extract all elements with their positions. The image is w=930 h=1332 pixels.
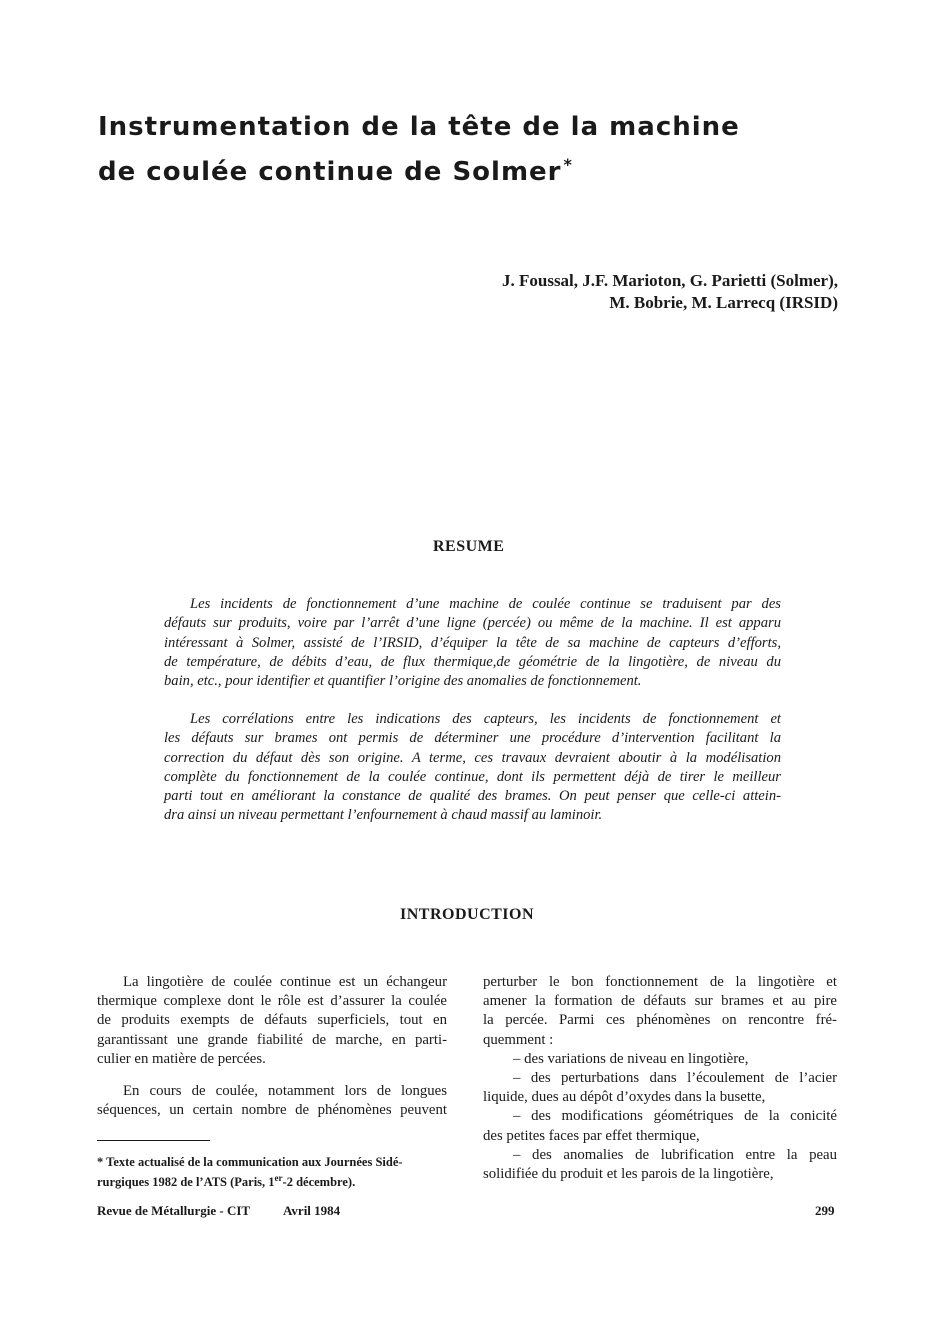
title-line-2	[98, 146, 818, 191]
body-line: En cours de coulée, notamment lors de longues	[123, 1083, 447, 1100]
title-footnote-mark: *	[563, 155, 573, 174]
abstract-line: Les corrélations entre les indications des capteurs, les incidents de fonctionnement et	[190, 711, 781, 727]
abstract-line: complète du fonctionnement de la coulée continue, dont ils permettent déjà de tirer le meilleur	[164, 768, 781, 785]
abstract-paragraph-2	[164, 710, 781, 826]
abstract-line: dra ainsi un niveau permettant l’enfournement à chaud massif au laminoir.	[164, 807, 603, 824]
abstract-line: de température, de débits d’eau, de flux thermique,de géométrie de la lingotière, de niveau du	[164, 653, 781, 670]
resume-heading: RESUME	[433, 538, 505, 555]
abstract-line: les défauts sur brames ont permis de déterminer une procédure d’intervention facilitant la	[164, 730, 781, 747]
body-line: amener la formation de défauts sur brames et au pire	[483, 993, 837, 1010]
abstract-paragraph-1	[164, 595, 781, 691]
introduction-heading: INTRODUCTION	[400, 906, 535, 923]
body-line: culier en matière de percées.	[97, 1050, 266, 1067]
abstract-line: intéressant à Solmer, assisté de l’IRSID, d’équiper la tête de sa machine de capteurs d’efforts,	[164, 634, 781, 651]
abstract-line: bain, etc., pour identifier et quantifier l’origine des anomalies de fonctionnement.	[164, 673, 642, 690]
body-line: perturber le bon fonctionnement de la lingotière et	[483, 974, 837, 990]
abstract-line: défauts sur produits, voire par l’arrêt d’une ligne (percée) ou même de la machine. Il est apparu	[164, 615, 781, 632]
list-item: – des modifications géométriques de la conicité	[513, 1108, 837, 1125]
body-line: de produits exempts de défauts superficiels, tout en	[97, 1012, 447, 1029]
footnote-separator	[97, 1140, 210, 1141]
body-line: la percée. Parmi ces phénomènes on rencontre fré-	[483, 1012, 837, 1029]
body-line: quemment :	[483, 1031, 554, 1048]
footnote-superscript: er	[274, 1173, 283, 1183]
list-item: – des perturbations dans l’écoulement de l’acier	[513, 1070, 837, 1087]
title-line-2-text: de coulée continue de Solmer	[98, 157, 562, 187]
abstract-line: parti tout en améliorant la constance de qualité des brames. On peut penser que celle-ci attein-	[164, 788, 781, 805]
article-title	[98, 108, 818, 191]
author-list	[338, 270, 838, 314]
journal-name: Revue de Métallurgie - CIT	[97, 1203, 251, 1218]
body-line: séquences, un certain nombre de phénomènes peuvent	[97, 1102, 447, 1119]
body-line: thermique complexe dont le rôle est d’assurer la coulée	[97, 993, 447, 1010]
body-column-left	[97, 973, 447, 1120]
footnote	[97, 1154, 467, 1190]
list-item-continuation: liquide, dues au dépôt d’oxydes dans la busette,	[483, 1089, 766, 1106]
abstract-line: correction du défaut dès son origine. A terme, ces travaux devraient aboutir à la modélisation	[164, 749, 781, 766]
title-line-1: Instrumentation de la tête de la machine	[98, 112, 740, 142]
body-column-right	[483, 973, 837, 1184]
footnote-line-1: * Texte actualisé de la communication aux Journées Sidé-	[97, 1155, 403, 1169]
body-line: La lingotière de coulée continue est un échangeur	[123, 974, 447, 990]
list-item: – des anomalies de lubrification entre la peau	[513, 1146, 837, 1163]
list-item-continuation: des petites faces par effet thermique,	[483, 1127, 700, 1144]
list-item-continuation: solidifiée du produit et les parois de la lingotière,	[483, 1166, 774, 1183]
abstract-line: Les incidents de fonctionnement d’une machine de coulée continue se traduisent par des	[190, 596, 781, 612]
list-item: – des variations de niveau en lingotière,	[513, 1050, 749, 1067]
footnote-text-a: rurgiques 1982 de l’ATS (Paris, 1	[97, 1175, 275, 1189]
authors-line-2: M. Bobrie, M. Larrecq (IRSID)	[609, 293, 838, 312]
body-line: garantissant une grande fiabilité de marche, en parti-	[97, 1031, 447, 1048]
paragraph-gap	[97, 1069, 447, 1082]
page-number: 299	[815, 1203, 835, 1218]
footnote-line-2	[97, 1170, 467, 1190]
authors-line-1: J. Foussal, J.F. Marioton, G. Parietti (Solmer),	[501, 271, 838, 290]
issue-date: Avril 1984	[283, 1203, 341, 1218]
footnote-text-b: -2 décembre).	[282, 1175, 356, 1189]
